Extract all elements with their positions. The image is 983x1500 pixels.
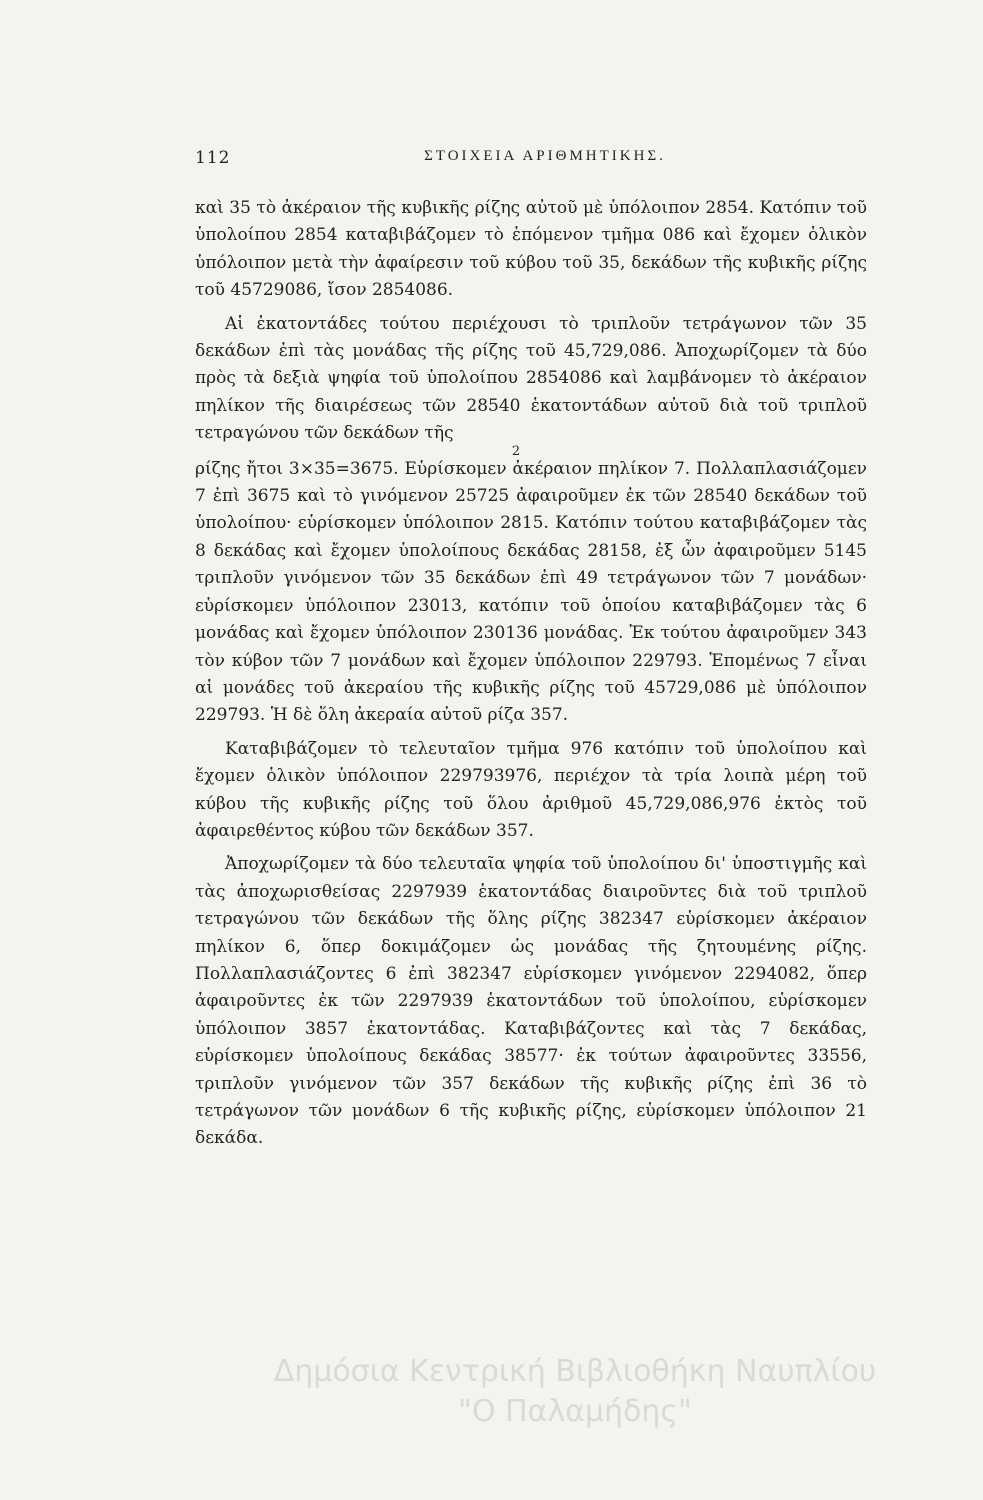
paragraph-1: καὶ 35 τὸ ἀκέραιον τῆς κυβικῆς ρίζης αὐτοῦ μὲ ὑπόλοιπον 2854. Κατόπιν τοῦ ὑπολοίπου 2854 καταβιβάζομεν τὸ ἑπόμενον τμῆμα 086 καὶ ἔχομεν ὁλικὸν ὑπόλοιπον μετὰ τὴν ἀφαίρεσιν τοῦ κύβου τοῦ 35, δεκάδων τῆς κυβικῆς ρίζης τοῦ 45729086, ἴσον 2854086.	[195, 198, 867, 301]
watermark-line-1: Δημόσια Κεντρική Βιβλιοθήκη Ναυπλίου	[273, 1354, 877, 1389]
paragraph-3: Καταβιβάζομεν τὸ τελευταῖον τμῆμα 976 κατόπιν τοῦ ὑπολοίπου καὶ ἔχομεν ὁλικὸν ὑπόλοιπον 229793976, περιέχον τὰ τρία λοιπὰ μέρη τοῦ κύβου τῆς κυβικῆς ρίζης τοῦ ὅλου ἀριθμοῦ 45,729,086,976 ἐκτὸς τοῦ ἀφαιρεθέντος κύβου τῶν δεκάδων 357.	[195, 738, 867, 841]
running-head: ΣΤΟΙΧΕΙΑ ΑΡΙΘΜΗΤΙΚΗΣ.	[424, 148, 666, 164]
library-watermark	[225, 1352, 925, 1432]
body-text	[195, 195, 867, 1153]
paragraph-2: Αἱ ἑκατοντάδες τούτου περιέχουσι τὸ τριπλοῦν τετράγωνον τῶν 35 δεκάδων ἐπὶ τὰς μονάδας τῆς ρίζης τοῦ 45,729,086. Ἀποχωρίζομεν τὰ δύο πρὸς τὰ δεξιὰ ψηφία τοῦ ὑπολοίπου 2854086 καὶ λαμβάνομεν τὸ ἀκέραιον πηλίκον τῆς διαιρέσεως τῶν 28540 ἑκατοντάδων αὐτοῦ διὰ τοῦ τριπλοῦ τετραγώνου τῶν δεκάδων τῆς	[195, 313, 867, 444]
page-number: 112	[195, 148, 231, 168]
watermark-line-2: "Ο Παλαμήδης"	[458, 1394, 692, 1429]
page-header	[195, 148, 865, 178]
paragraph-4: Ἀποχωρίζομεν τὰ δύο τελευταῖα ψηφία τοῦ ὑπολοίπου δι' ὑποστιγμῆς καὶ τὰς ἀποχωρισθείσας 2297939 ἑκατοντάδας διαιροῦντες διὰ τοῦ τριπλοῦ τετραγώνου τῶν δεκάδων τῆς ὅλης ρίζης 382347 εὑρίσκομεν ἀκέραιον πηλίκον 6, ὅπερ δοκιμάζομεν ὡς μονάδας τῆς ζητουμένης ρίζης. Πολλαπλασιάζοντες 6 ἐπὶ 382347 εὑρίσκομεν γινόμενον 2294082, ὅπερ ἀφαιροῦντες ἐκ τῶν 2297939 ἑκατοντάδων τοῦ ὑπολοίπου, εὑρίσκομεν ὑπόλοιπον 3857 ἑκατοντάδας. Καταβιβάζοντες καὶ τὰς 7 δεκάδας, εὑρίσκομεν ὑπολοίπους δεκάδας 38577· ἐκ τούτων ἀφαιροῦντες 33556, τριπλοῦν γινόμενον τῶν 357 δεκάδων τῆς κυβικῆς ρίζης ἐπὶ 36 τὸ τετράγωνον τῶν μονάδων 6 τῆς κυβικῆς ρίζης, εὑρίσκομεν ὑπόλοιπον 21 δεκάδα.	[195, 854, 867, 1149]
superscript-two: 2	[511, 443, 521, 459]
paragraph-2-continued: ρίζης ἤτοι 3×35=3675. Εὑρίσκομεν ἀκέραιον πηλίκον 7. Πολλαπλασιάζομεν 7 ἐπὶ 3675 καὶ τὸ γινόμενον 25725 ἀφαιροῦμεν ἐκ τῶν 28540 δεκάδων τοῦ ὑπολοίπου· εὑρίσκομεν ὑπόλοιπον 2815. Κατόπιν τούτου καταβιβάζομεν τὰς 8 δεκάδας καὶ ἔχομεν ὑπολοίπους δεκάδας 28158, ἐξ ὧν ἀφαιροῦμεν 5145 τριπλοῦν γινόμενον τῶν 35 δεκάδων ἐπὶ 49 τετράγωνον τῶν 7 μονάδων· εὑρίσκομεν ὑπόλοιπον 23013, κατόπιν τοῦ ὁποίου καταβιβάζομεν τὰς 6 μονάδας καὶ ἔχομεν ὑπόλοιπον 230136 μονάδας. Ἐκ τούτου ἀφαιροῦμεν 343 τὸν κύβον τῶν 7 μονάδων καὶ ἔχομεν ὑπόλοιπον 229793. Ἑπομένως 7 εἶναι αἱ μονάδες τοῦ ἀκεραίου τῆς κυβικῆς ρίζης τοῦ 45729,086 μὲ ὑπόλοιπον 229793. Ἡ δὲ ὅλη ἀκεραία αὐτοῦ ρίζα 357.	[195, 458, 867, 726]
